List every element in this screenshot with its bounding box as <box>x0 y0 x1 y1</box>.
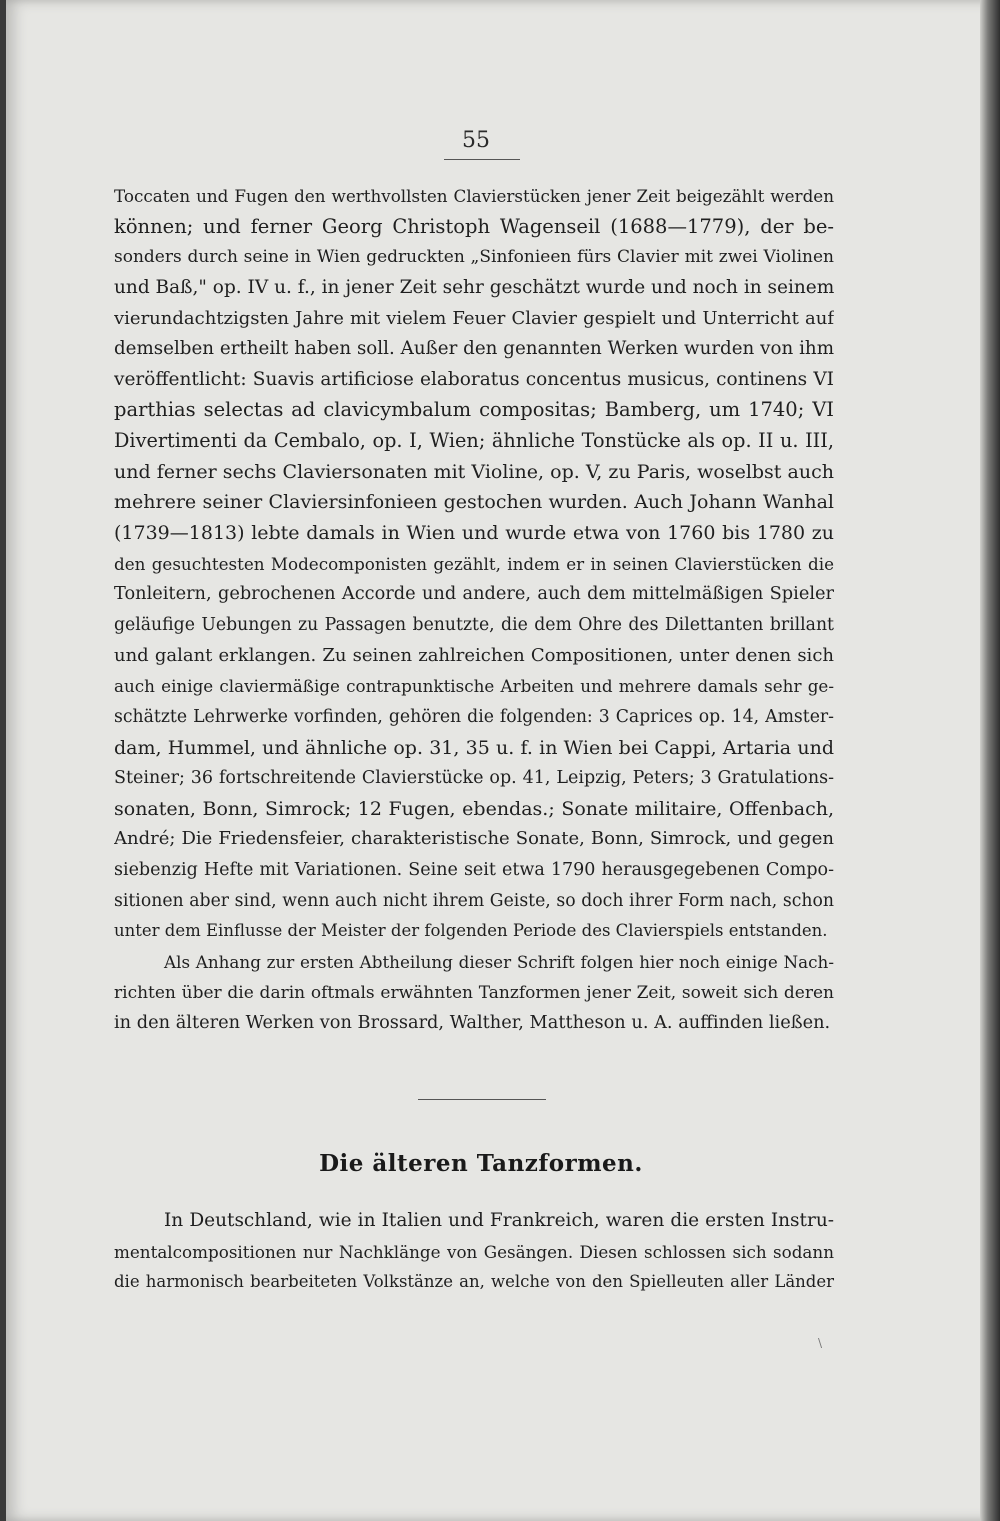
text-line: (1739—1813) lebte damals in Wien und wurde etwa von 1760 bis 1780 zu <box>114 522 834 545</box>
text-line: Als Anhang zur ersten Abtheilung dieser Schrift folgen hier noch einige Nach- <box>164 952 834 973</box>
text-line: Toccaten und Fugen den werthvollsten Clavierstücken jener Zeit beigezählt werden <box>114 186 834 206</box>
text-line: Divertimenti da Cembalo, op. I, Wien; ähnliche Tonstücke als op. II u. III, <box>114 429 834 453</box>
text-line: sonaten, Bonn, Simrock; 12 Fugen, ebendas.; Sonate militaire, Offenbach, <box>114 797 834 820</box>
text-line: In Deutschland, wie in Italien und Frankreich, waren die ersten Instru- <box>164 1210 834 1231</box>
text-line: den gesuchtesten Modecomponisten gezählt, indem er in seinen Clavierstücken die <box>114 553 834 574</box>
text-line: siebenzig Hefte mit Variationen. Seine seit etwa 1790 herausgegebenen Compo- <box>114 860 834 881</box>
text-line: schätzte Lehrwerke vorfinden, gehören die folgenden: 3 Caprices op. 14, Amster- <box>114 706 834 727</box>
text-line: die harmonisch bearbeiteten Volkstänze an, welche von den Spielleuten aller Länder <box>114 1272 834 1292</box>
text-line: auch einige claviermäßige contrapunktische Arbeiten und mehrere damals sehr ge- <box>114 676 834 697</box>
text-line: veröffentlicht: Suavis artificiose elaboratus concentus musicus, continens VI <box>114 368 834 390</box>
text-line: André; Die Friedensfeier, charakteristische Sonate, Bonn, Simrock, und gegen <box>114 828 834 850</box>
text-line: parthias selectas ad clavicymbalum compositas; Bamberg, um 1740; VI <box>114 398 834 422</box>
text-line: können; und ferner Georg Christoph Wagenseil (1688—1779), der be- <box>114 214 834 238</box>
text-line: Tonleitern, gebrochenen Accorde und andere, auch dem mittelmäßigen Spieler <box>114 584 834 605</box>
text-line: dam, Hummel, und ähnliche op. 31, 35 u. f. in Wien bei Cappi, Artaria und <box>114 736 834 759</box>
text-line: Steiner; 36 fortschreitende Clavierstücke op. 41, Leipzig, Peters; 3 Gratulations- <box>114 768 834 789</box>
paragraph-1 <box>114 181 834 1039</box>
text-line: demselben ertheilt haben soll. Außer den genannten Werken wurden von ihm <box>114 338 834 360</box>
text-line: geläufige Uebungen zu Passagen benutzte, die dem Ohre des Dilettanten brillant <box>114 614 834 635</box>
stray-mark: \ <box>818 1336 823 1350</box>
section-divider <box>418 1099 546 1100</box>
paragraph-2 <box>114 1206 834 1298</box>
text-line: unter dem Einflusse der Meister der folgenden Periode des Clavierspiels entstanden. <box>114 921 828 941</box>
text-line: sonders durch seine in Wien gedruckten „Sinfonieen fürs Clavier mit zwei Violinen <box>114 247 834 268</box>
text-line: in den älteren Werken von Brossard, Walther, Mattheson u. A. auffinden ließen. <box>114 1013 831 1034</box>
text-line: und ferner sechs Claviersonaten mit Violine, op. V, zu Paris, woselbst auch <box>114 460 834 483</box>
text-line: mentalcompositionen nur Nachklänge von Gesängen. Diesen schlossen sich sodann <box>114 1241 834 1262</box>
text-line: und galant erklangen. Zu seinen zahlreichen Compositionen, unter denen sich <box>114 644 834 666</box>
text-line: sitionen aber sind, wenn auch nicht ihrem Geiste, so doch ihrer Form nach, schon <box>114 890 834 911</box>
text-line: mehrere seiner Claviersinfonieen gestochen wurden. Auch Johann Wanhal <box>114 491 834 514</box>
text-line: vierundachtzigsten Jahre mit vielem Feuer Clavier gespielt und Unterricht auf <box>114 307 834 329</box>
book-page <box>6 0 996 1521</box>
header-rule <box>444 159 520 160</box>
page-number: 55 <box>462 128 490 153</box>
text-line: und Baß," op. IV u. f., in jener Zeit sehr geschätzt wurde und noch in seinem <box>114 276 834 298</box>
page-edge <box>980 0 1000 1521</box>
section-heading: Die älteren Tanzformen. <box>319 1150 643 1177</box>
text-line: richten über die darin oftmals erwähnten Tanzformen jener Zeit, soweit sich deren <box>114 982 834 1003</box>
